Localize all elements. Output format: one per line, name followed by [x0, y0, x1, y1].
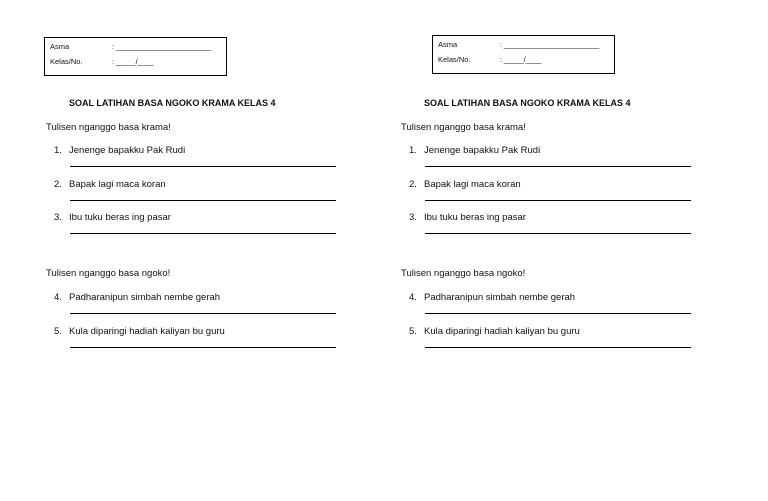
section1-instruction: Tulisen nganggo basa krama! — [401, 122, 526, 133]
question-text: Bapak lagi maca koran — [69, 179, 166, 190]
question-number: 2. — [409, 179, 417, 190]
question-item — [54, 212, 344, 242]
name-field: : ________________________ — [112, 42, 212, 51]
student-id-box — [432, 35, 615, 74]
question-text: Jenenge bapakku Pak Rudi — [69, 145, 186, 156]
question-number: 5. — [54, 326, 62, 337]
section2-instruction: Tulisen nganggo basa ngoko! — [401, 268, 526, 279]
question-number: 3. — [409, 212, 417, 223]
question-number: 5. — [409, 326, 417, 337]
question-item — [54, 292, 344, 322]
question-text: Kula diparingi hadiah kaliyan bu guru — [424, 326, 580, 337]
class-label: Kelas/No. — [438, 55, 471, 64]
question-number: 2. — [54, 179, 62, 190]
question-text: Bapak lagi maca koran — [424, 179, 521, 190]
answer-line — [425, 166, 691, 167]
question-item — [54, 179, 344, 209]
question-item — [54, 145, 344, 175]
name-field: : ________________________ — [500, 40, 600, 49]
question-text: Kula diparingi hadiah kaliyan bu guru — [69, 326, 225, 337]
question-number: 1. — [54, 145, 62, 156]
class-field: : _____/____ — [112, 57, 154, 66]
name-label: Asma — [50, 42, 70, 51]
question-text: Ibu tuku beras ing pasar — [69, 212, 171, 223]
class-row — [438, 55, 613, 65]
worksheet-title: SOAL LATIHAN BASA NGOKO KRAMA KELAS 4 — [424, 98, 631, 108]
answer-line — [425, 233, 691, 234]
answer-line — [70, 347, 336, 348]
question-number: 4. — [54, 292, 62, 303]
question-text: Jenenge bapakku Pak Rudi — [424, 145, 541, 156]
question-item — [409, 179, 699, 209]
question-item — [409, 212, 699, 242]
answer-line — [425, 313, 691, 314]
question-number: 3. — [54, 212, 62, 223]
question-item — [409, 326, 699, 356]
question-text: Padharanipun simbah nembe gerah — [424, 292, 576, 303]
answer-line — [425, 200, 691, 201]
answer-line — [70, 200, 336, 201]
question-text: Ibu tuku beras ing pasar — [424, 212, 526, 223]
class-row — [50, 57, 225, 67]
class-label: Kelas/No. — [50, 57, 83, 66]
student-id-box — [44, 37, 227, 76]
question-item — [54, 326, 344, 356]
worksheet-left — [0, 0, 370, 501]
class-field: : _____/____ — [500, 55, 542, 64]
answer-line — [425, 347, 691, 348]
question-text: Padharanipun simbah nembe gerah — [69, 292, 221, 303]
name-row — [50, 42, 225, 52]
section1-instruction: Tulisen nganggo basa krama! — [46, 122, 171, 133]
question-item — [409, 292, 699, 322]
section2-instruction: Tulisen nganggo basa ngoko! — [46, 268, 171, 279]
answer-line — [70, 166, 336, 167]
question-item — [409, 145, 699, 175]
name-label: Asma — [438, 40, 458, 49]
question-number: 4. — [409, 292, 417, 303]
worksheet-right — [356, 0, 726, 501]
question-number: 1. — [409, 145, 417, 156]
name-row — [438, 40, 613, 50]
answer-line — [70, 313, 336, 314]
worksheet-title: SOAL LATIHAN BASA NGOKO KRAMA KELAS 4 — [69, 98, 276, 108]
answer-line — [70, 233, 336, 234]
